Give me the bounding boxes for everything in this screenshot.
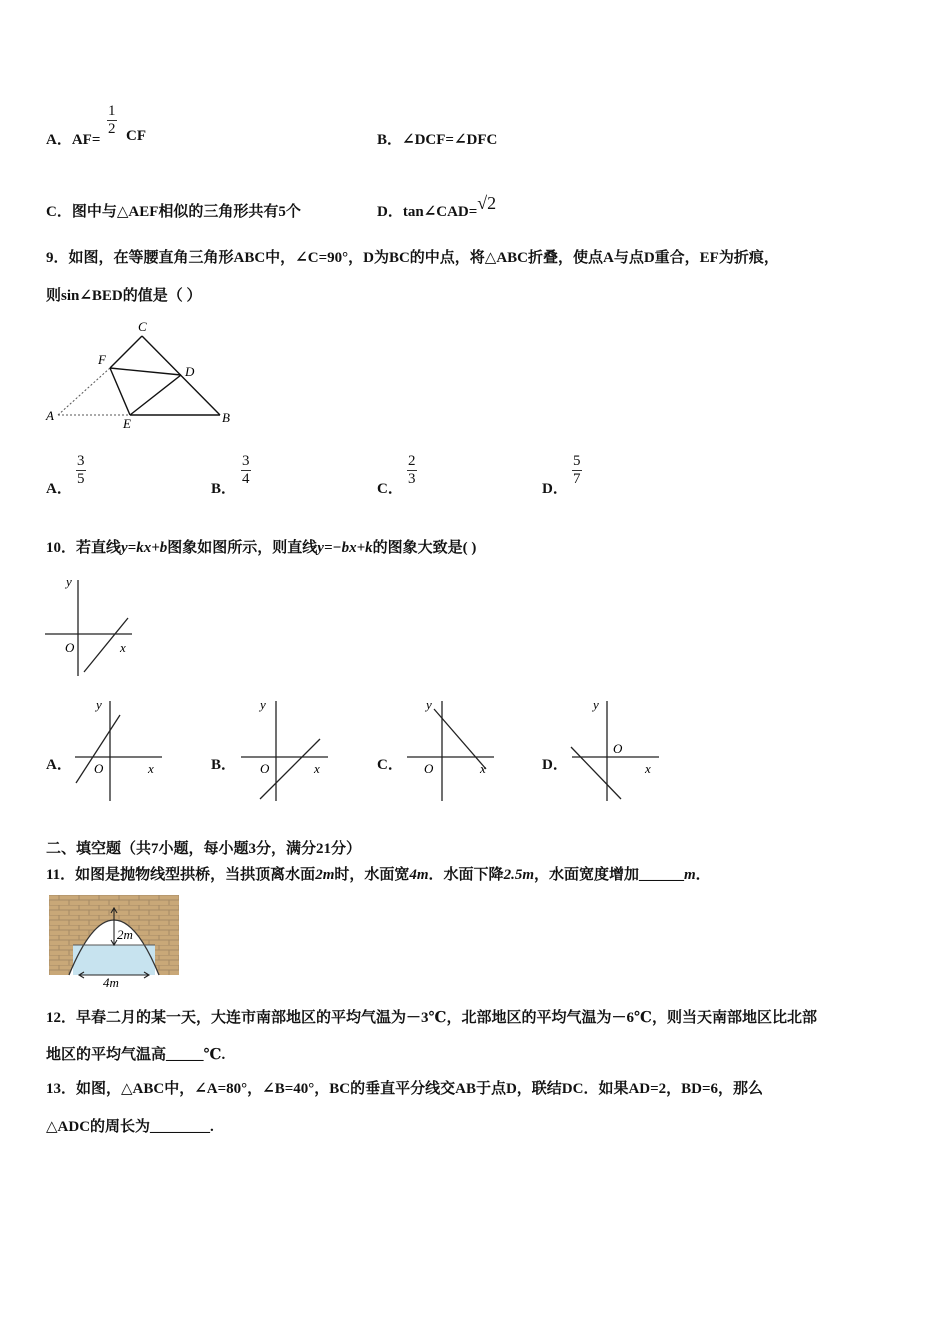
q8-option-a-fraction [107, 103, 117, 138]
q10-option-d-label: D． [542, 757, 568, 773]
q10-eq2: y=−bx+k [317, 540, 373, 556]
q9-a-den: 5 [77, 471, 85, 487]
q11-end: ． [695, 867, 711, 883]
section-2-title: 二、填空题（共7小题，每小题3分，满分21分） [46, 841, 362, 857]
q10-main-y-label: y [66, 574, 72, 589]
q10-b-x-label: x [314, 761, 320, 776]
q10-option-c-label: C． [377, 757, 403, 773]
q9-option-d-fraction [572, 453, 582, 488]
q9-option-c-fraction [407, 453, 417, 488]
q9-d-num: 5 [573, 453, 581, 469]
q10-option-a-label: A． [46, 757, 72, 773]
q10-main-x-label: x [120, 640, 126, 655]
q8-option-d-label: D．tan∠CAD= [377, 204, 478, 220]
q13-line1: 13．如图，△ABC中，∠A=80°，∠B=40°，BC的垂直平分线交AB于点D，联结DC．如果AD=2，BD=6，那么 [46, 1081, 764, 1097]
q10-option-b-label: B． [211, 757, 237, 773]
q10-d-y-label: y [593, 697, 599, 712]
q9-label-e: E [123, 416, 131, 431]
q9-option-c-label: C． [377, 481, 403, 497]
q10-c-y-label: y [426, 697, 432, 712]
q10-main-graph [40, 572, 140, 682]
q9-triangle-figure [40, 318, 240, 433]
q11-text-a: 11．如图是抛物线型拱桥，当拱顶离水面 [46, 867, 316, 883]
q11-water [73, 945, 155, 975]
q10-option-a-graph [70, 695, 170, 805]
q9-option-a-label: A． [46, 481, 72, 497]
q8-option-a [46, 128, 100, 149]
q11-v2: 4m [409, 867, 429, 883]
q8-option-d [377, 193, 497, 221]
q10-a-origin: O [94, 761, 104, 776]
q9-label-d: D [185, 364, 195, 379]
q10-a-x-label: x [148, 761, 154, 776]
q11-unit: m [684, 867, 696, 883]
q9-label-f: F [98, 352, 106, 367]
q12-line1: 12．早春二月的某一天，大连市南部地区的平均气温为－3℃，北部地区的平均气温为－6℃，则当天南部地区比北部 [46, 1010, 817, 1026]
q8-option-c: C．图中与△AEF相似的三角形共有5个 [46, 204, 301, 220]
q9-label-a: A [46, 408, 54, 423]
q10-d-x-label: x [645, 761, 651, 776]
q9-line-fc [110, 336, 142, 368]
q11-v1: 2m [315, 867, 335, 883]
q11-v3: 2.5m [503, 867, 534, 883]
q9-option-d-label: D． [542, 481, 568, 497]
q10-a-y-label: y [96, 697, 102, 712]
q10-option-b-graph [236, 695, 336, 805]
q9-b-den: 4 [242, 471, 250, 487]
q11-stem [46, 863, 711, 884]
q9-line-fd [110, 368, 181, 375]
q9-c-den: 3 [408, 471, 416, 487]
q8-option-d-sqrt: √2 [477, 193, 497, 213]
q11-text-c: ．水面下降 [428, 867, 504, 883]
q10-c-x-label: x [480, 761, 486, 776]
q8-option-a-tail: CF [126, 128, 146, 144]
q9-line-ac-dotted [58, 368, 110, 415]
q9-label-b: B [222, 410, 230, 425]
q10-mid: 图象如图所示，则直线 [167, 540, 318, 556]
q9-d-den: 7 [573, 471, 581, 487]
q10-stem [46, 536, 476, 557]
q11-text-d: ，水面宽度增加______ [533, 867, 684, 883]
q9-a-num: 3 [77, 453, 85, 469]
q11-fig-height-label: 2m [117, 927, 133, 942]
q9-stem-line2: 则sin∠BED的值是（ ） [46, 288, 202, 304]
q8-a-numerator: 1 [108, 103, 116, 119]
q10-suffix: 的图象大致是( ) [372, 540, 477, 556]
q8-option-b: B．∠DCF=∠DFC [377, 132, 498, 148]
q9-line-ed [130, 375, 181, 415]
q10-prefix: 10．若直线 [46, 540, 122, 556]
q10-option-c-graph [402, 695, 502, 805]
q9-stem-line1: 9．如图，在等腰直角三角形ABC中，∠C=90°，D为BC的中点，将△ABC折叠，使点A与点D重合，EF为折痕， [46, 250, 779, 266]
q12-line2: 地区的平均气温高_____℃. [46, 1047, 226, 1063]
q9-option-b-fraction [241, 453, 251, 488]
q10-c-origin: O [424, 761, 434, 776]
q9-label-c: C [138, 319, 147, 334]
q10-d-origin: O [613, 741, 623, 756]
q9-option-b-label: B． [211, 481, 237, 497]
q9-c-num: 2 [408, 453, 416, 469]
q10-main-origin: O [65, 640, 75, 655]
q8-a-denominator: 2 [108, 121, 116, 137]
q9-b-num: 3 [242, 453, 250, 469]
q11-fig-width-label: 4m [103, 975, 119, 990]
q10-b-origin: O [260, 761, 270, 776]
q9-option-a-fraction [76, 453, 86, 488]
q9-line-fe [110, 368, 130, 415]
q8-option-a-label: A．AF= [46, 132, 101, 148]
q10-eq1: y=kx+b [121, 540, 168, 556]
q11-bridge-figure [49, 895, 179, 990]
q10-option-d-graph [567, 695, 667, 805]
q11-text-b: 时，水面宽 [334, 867, 410, 883]
q10-b-y-label: y [260, 697, 266, 712]
q13-line2: △ADC的周长为________. [46, 1119, 214, 1135]
